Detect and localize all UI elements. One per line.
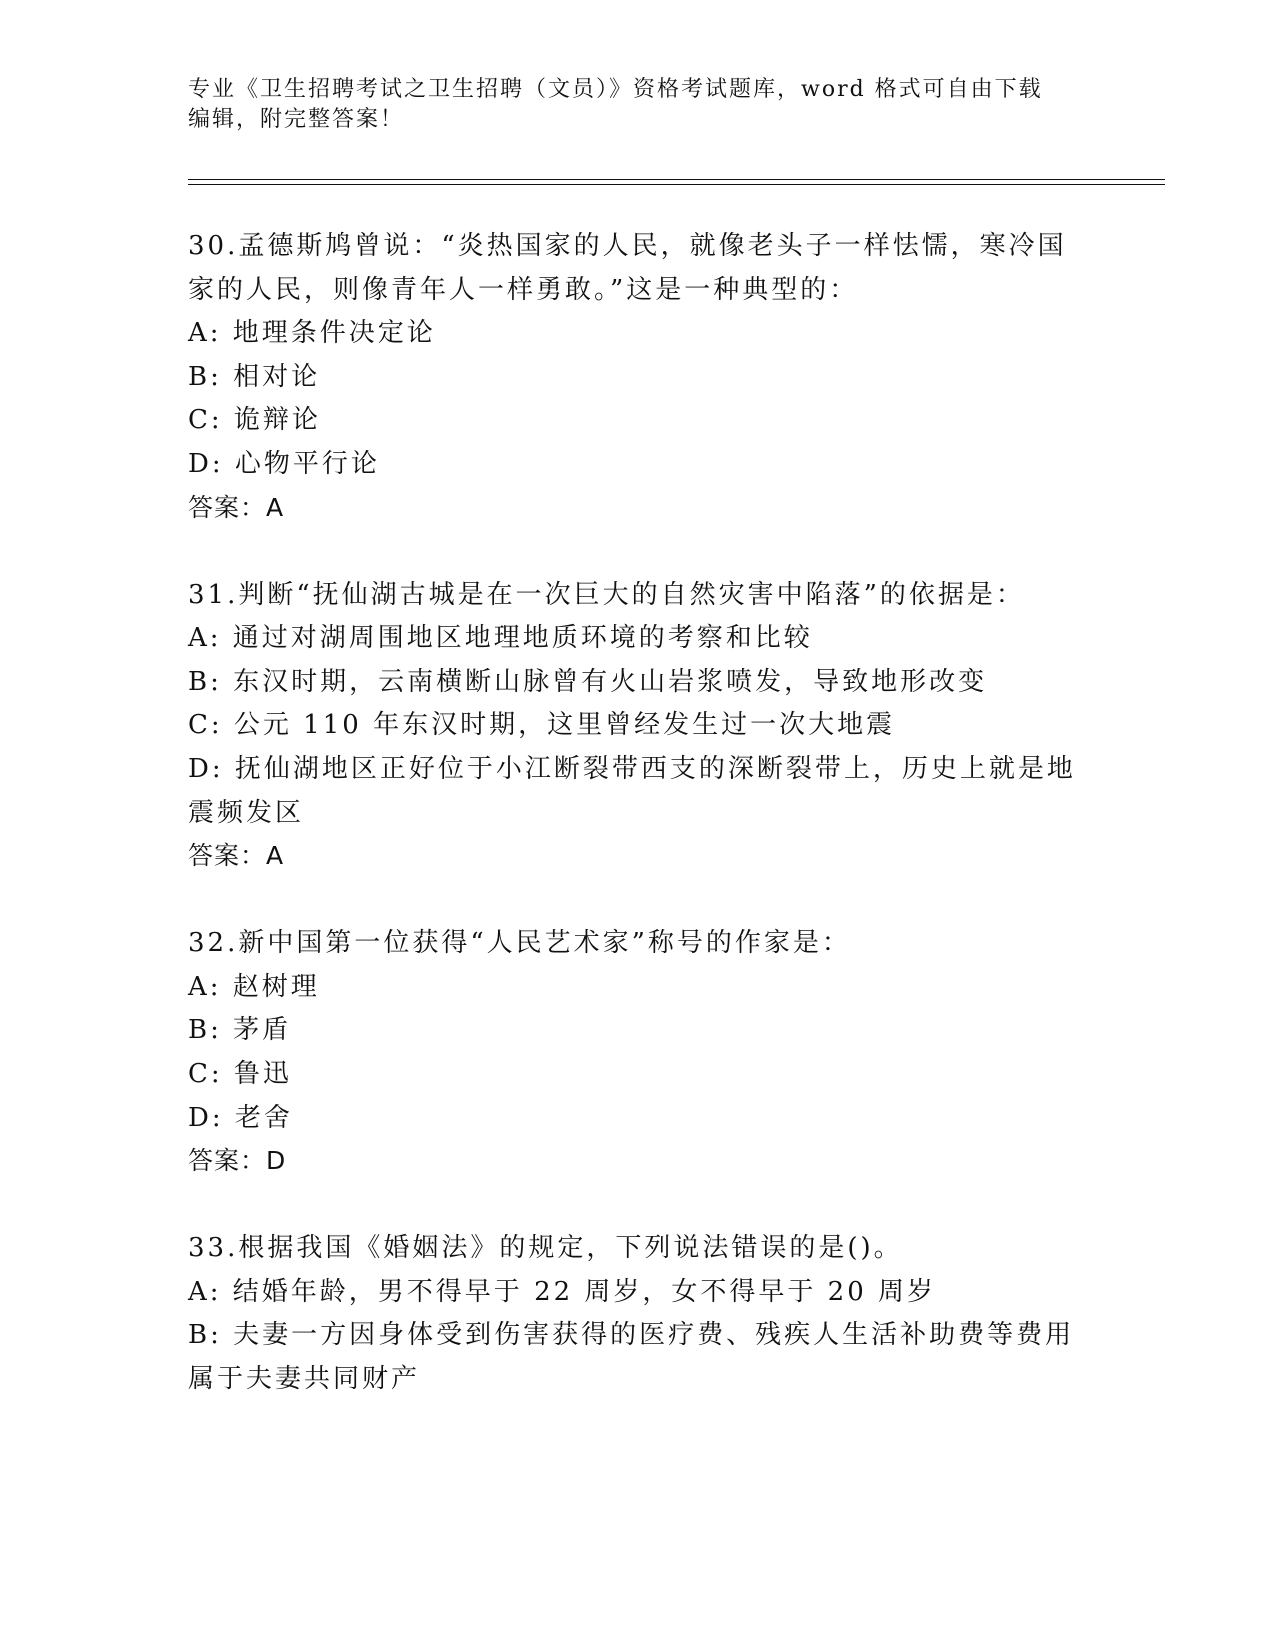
option-c: C: 公元 110 年东汉时期，这里曾经发生过一次大地震	[188, 710, 896, 740]
option-d-continued: 震频发区	[188, 798, 305, 828]
option-c: C: 诡辩论	[188, 405, 321, 435]
option-d: D: 老舍	[188, 1103, 293, 1133]
question-stem: 30.孟德斯鸠曾说：“炎热国家的人民，就像老头子一样怯懦，寒冷国	[188, 231, 1067, 261]
option-d: D: 抚仙湖地区正好位于小江断裂带西支的深断裂带上，历史上就是地	[188, 754, 1076, 784]
header-divider-bottom	[188, 184, 1165, 185]
option-d: D: 心物平行论	[188, 449, 380, 479]
question-stem: 家的人民，则像青年人一样勇敢。”这是一种典型的：	[188, 275, 859, 305]
header-title-line-1: 专业《卫生招聘考试之卫生招聘（文员）》资格考试题库，word 格式可自由下载	[188, 77, 1043, 102]
answer-label: 答案：D	[188, 1146, 287, 1175]
header-title-line-2: 编辑，附完整答案！	[188, 107, 405, 132]
option-c: C: 鲁迅	[188, 1059, 292, 1089]
option-b: B: 茅盾	[188, 1015, 292, 1045]
option-a: A: 通过对湖周围地区地理地质环境的考察和比较	[188, 623, 813, 653]
option-a: A: 赵树理	[188, 972, 320, 1002]
option-a: A: 结婚年龄，男不得早于 22 周岁，女不得早于 20 周岁	[188, 1277, 937, 1307]
option-b: B: 夫妻一方因身体受到伤害获得的医疗费、残疾人生活补助费等费用	[188, 1320, 1075, 1350]
header-divider-top	[188, 179, 1165, 180]
question-stem: 31.判断“抚仙湖古城是在一次巨大的自然灾害中陷落”的依据是：	[188, 580, 1025, 610]
answer-label: 答案：A	[188, 493, 285, 522]
option-b-continued: 属于夫妻共同财产	[188, 1364, 421, 1394]
answer-label: 答案：A	[188, 841, 285, 870]
option-b: B: 相对论	[188, 362, 321, 392]
option-b: B: 东汉时期，云南横断山脉曾有火山岩浆喷发，导致地形改变	[188, 667, 988, 697]
question-stem: 33.根据我国《婚姻法》的规定，下列说法错误的是()。	[188, 1233, 903, 1263]
question-stem: 32.新中国第一位获得“人民艺术家”称号的作家是：	[188, 928, 851, 958]
option-a: A: 地理条件决定论	[188, 318, 436, 348]
